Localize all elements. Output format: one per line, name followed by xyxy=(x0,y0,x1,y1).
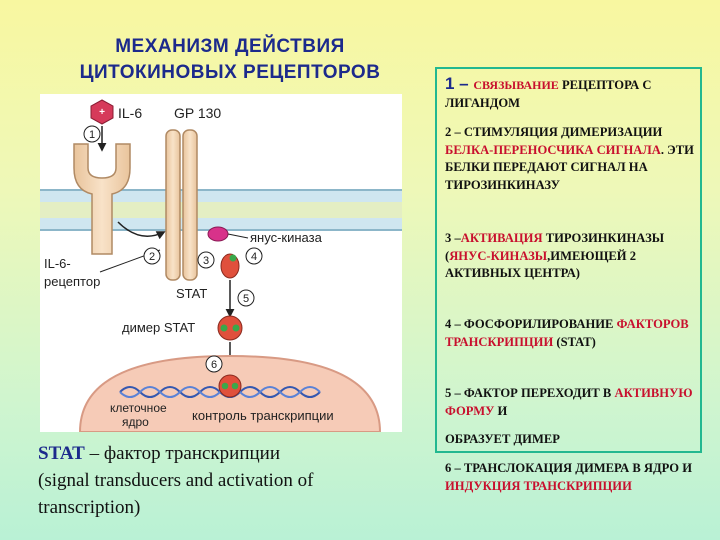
step-number-2 xyxy=(144,248,160,264)
step-text-part: И xyxy=(494,403,508,418)
label-receptor-2: рецептор xyxy=(44,274,101,289)
dna-bound-dimer-icon xyxy=(219,375,241,397)
step-text-part: ФАКТОРОВ ТРАНСКРИПЦИИ xyxy=(445,317,689,349)
step-number-5 xyxy=(238,290,254,306)
stat-dimer-icon xyxy=(218,316,242,340)
step-text-part: РЕЦЕПТОРА С ЛИГАНДОМ xyxy=(445,78,652,110)
step-text-part: СТИМУЛЯЦИЯ ДИМЕРИЗАЦИИ xyxy=(463,125,663,139)
diagram-canvas xyxy=(40,94,402,432)
step-text-part: ТРАНСЛОКАЦИЯ ДИМЕРА В ЯДРО И xyxy=(463,461,693,475)
caption-line-3: transcription) xyxy=(38,497,141,518)
label-dimer: димер STAT xyxy=(122,320,196,335)
step-text-part: ТИРОЗИНКИНАЗЫ ( xyxy=(445,231,665,263)
step-number: 2 – xyxy=(445,125,464,139)
label-janus: янус-киназа xyxy=(250,230,322,245)
step-text-part: ,ИМЕЮЩЕЙ 2 АКТИВНЫХ ЦЕНТРА) xyxy=(445,248,637,280)
title-line-1: МЕХАНИЗМ ДЕЙСТВИЯ xyxy=(115,36,345,57)
step-text-part: ФОСФОРИЛИРОВАНИЕ xyxy=(463,317,617,331)
janus-pointer xyxy=(228,234,248,238)
label-nucleus-1: клеточное xyxy=(110,401,167,415)
caption-dash: – xyxy=(84,443,104,464)
step-text-part: ТРАНСКРИПЦИИ xyxy=(520,478,632,493)
step-number-4 xyxy=(246,248,262,264)
step-6 xyxy=(445,460,707,495)
svg-text:+: + xyxy=(99,107,105,118)
step-number: 3 – xyxy=(445,231,461,245)
step-5-cont xyxy=(445,431,707,449)
svg-text:4: 4 xyxy=(250,251,258,263)
step-number-6 xyxy=(206,356,222,372)
label-il6: IL-6 xyxy=(118,105,143,121)
step-text-part: АКТИВАЦИЯ xyxy=(460,231,543,245)
step-2 xyxy=(445,124,707,194)
step-number: 4 – xyxy=(445,317,464,331)
signaling-diagram xyxy=(40,94,402,432)
step-number: 1 – xyxy=(445,74,474,93)
step-text-part: ЯНУС-КИНАЗЫ xyxy=(449,248,548,263)
il6-ligand-icon xyxy=(91,100,113,124)
label-transcription: контроль транскрипции xyxy=(192,408,334,423)
svg-text:5: 5 xyxy=(242,293,250,305)
step-number-3 xyxy=(198,252,214,268)
step-text-part: ФАКТОР ПЕРЕХОДИТ В xyxy=(463,386,615,400)
caption-line-1 xyxy=(38,440,408,467)
step-text-part: СВЯЗЫВАНИЕ xyxy=(473,78,559,92)
step-number: 5 – xyxy=(445,386,464,400)
step-number: 6 – xyxy=(445,461,464,475)
caption-abbr: STAT xyxy=(38,443,85,464)
step-text-part: АКТИВНУЮ ФОРМУ xyxy=(445,386,693,418)
svg-text:6: 6 xyxy=(210,359,218,371)
caption-definition: фактор транскрипции xyxy=(103,443,280,464)
step-text-part: БЕЛКА-ПЕРЕНОСЧИКА СИГНАЛА xyxy=(445,142,661,157)
title-line-2: ЦИТОКИНОВЫХ РЕЦЕПТОРОВ xyxy=(79,62,381,83)
svg-text:2: 2 xyxy=(148,251,156,263)
slide-title xyxy=(30,34,430,86)
step-1 xyxy=(445,75,707,112)
step-text-part: . ЭТИ БЕЛКИ ПЕРЕДАЮТ СИГНАЛ НА ТИРОЗИНКИНАЗУ xyxy=(445,142,694,192)
stat-protein-icon xyxy=(221,254,239,278)
step-text-part: ОБРАЗУЕТ ДИМЕР xyxy=(445,432,560,446)
step-text-part: (STAT) xyxy=(553,334,596,349)
caption-line-2: (signal transducers and activation of xyxy=(38,470,314,491)
step-text-part: ИНДУКЦИЯ xyxy=(445,478,521,493)
step-3 xyxy=(445,230,707,283)
step-5 xyxy=(445,385,707,420)
svg-text:1: 1 xyxy=(88,129,96,141)
stat-caption xyxy=(38,440,408,521)
svg-text:3: 3 xyxy=(202,255,210,267)
label-gp130: GP 130 xyxy=(174,105,222,121)
step-number-1 xyxy=(84,126,100,142)
step-4 xyxy=(445,316,707,351)
label-nucleus-2: ядро xyxy=(122,415,149,429)
janus-kinase-icon xyxy=(208,227,228,241)
label-receptor-1: IL-6- xyxy=(44,256,71,271)
label-stat: STAT xyxy=(176,286,208,301)
